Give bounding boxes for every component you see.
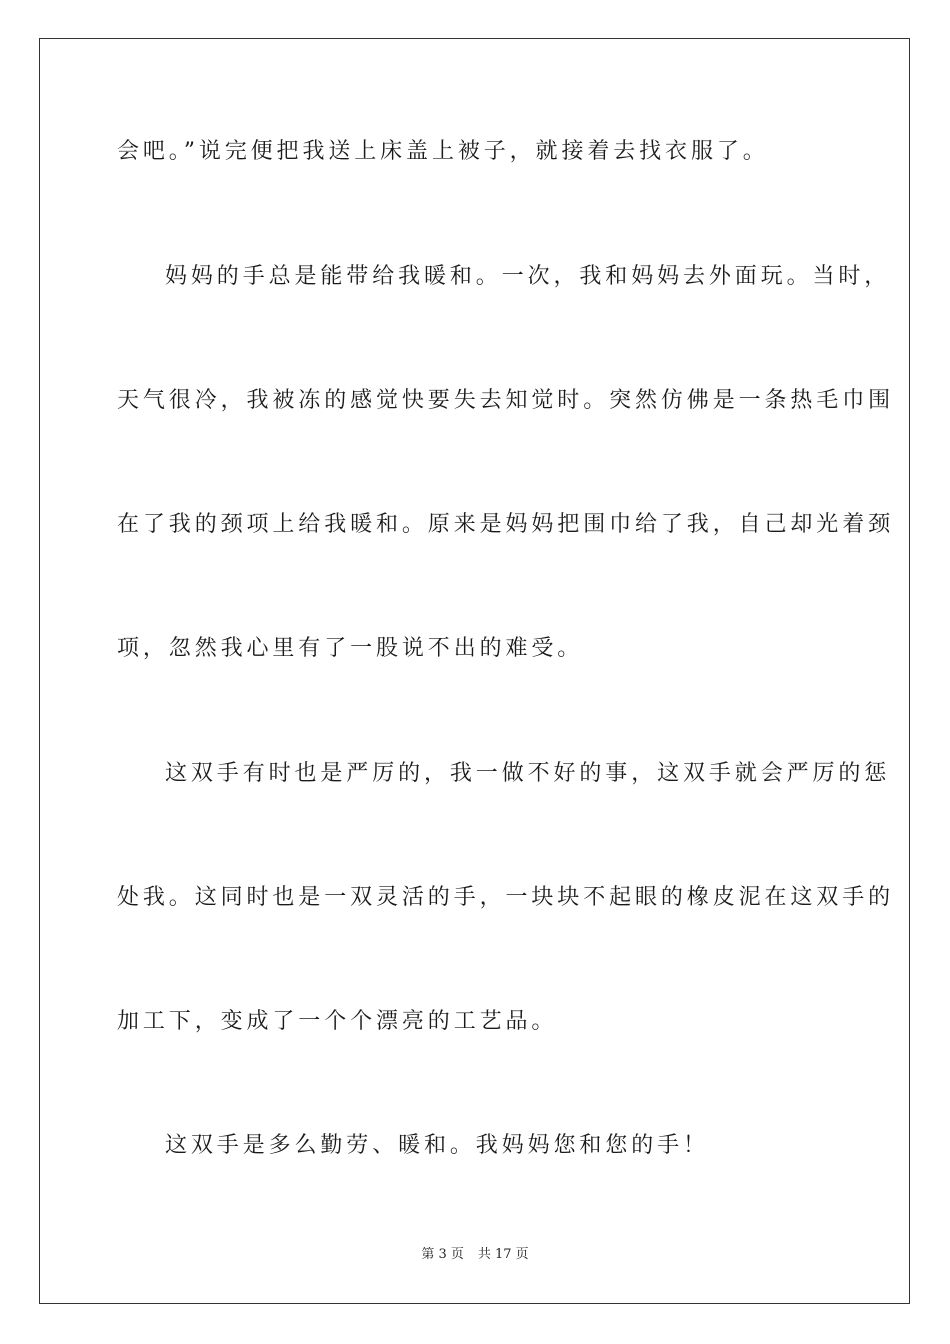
body-text-line-8: 加工下，变成了一个个漂亮的工艺品。 [117,1009,558,1034]
body-text-line-7: 处我。这同时也是一双灵活的手，一块块不起眼的橡皮泥在这双手的 [117,885,895,910]
body-text-line-4: 在了我的颈项上给我暖和。原来是妈妈把围巾给了我，自己却光着颈 [117,512,895,537]
page-footer [0,1246,950,1264]
body-text-line-6: 这双手有时也是严厉的，我一做不好的事，这双手就会严厉的惩 [165,761,891,786]
body-text-line-5: 项，忽然我心里有了一股说不出的难受。 [117,636,584,661]
body-text-line-3: 天气很冷，我被冻的感觉快要失去知觉时。突然仿佛是一条热毛巾围 [117,388,895,413]
body-text-line-9: 这双手是多么勤劳、暖和。我妈妈您和您的手！ [165,1133,709,1158]
page-frame [39,38,910,1304]
body-text-line-2: 妈妈的手总是能带给我暖和。一次，我和妈妈去外面玩。当时， [165,264,891,289]
total-pages: 共 17 页 [477,1247,529,1262]
body-text-line-1: 会吧。”说完便把我送上床盖上被子，就接着去找衣服了。 [117,139,769,164]
page-number: 第 3 页 [421,1247,464,1262]
